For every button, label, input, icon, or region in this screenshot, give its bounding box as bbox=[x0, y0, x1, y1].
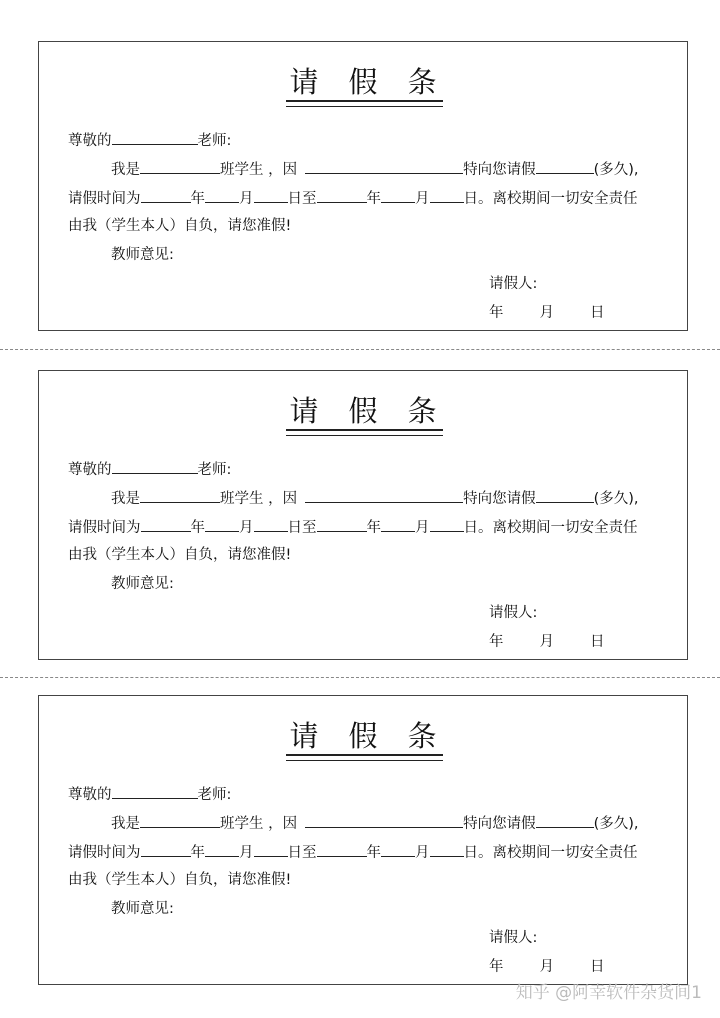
salutation-prefix: 尊敬的 bbox=[68, 462, 112, 478]
title-char: 假 bbox=[348, 394, 378, 428]
text-segment: 日。离校期间一切安全责任 bbox=[463, 845, 638, 861]
text-segment: (多久), bbox=[593, 816, 639, 832]
text-segment: 月 bbox=[239, 191, 254, 207]
salutation-line bbox=[68, 459, 231, 479]
text-segment: 月 bbox=[239, 520, 254, 536]
text-segment: 班学生 ，因 bbox=[220, 162, 298, 178]
start-year-blank[interactable] bbox=[141, 842, 191, 857]
leave-form-1 bbox=[38, 41, 688, 331]
leave-form-3 bbox=[38, 695, 688, 985]
start-year-blank[interactable] bbox=[141, 517, 191, 532]
start-month-blank[interactable] bbox=[205, 517, 239, 532]
text-segment: 班学生 ，因 bbox=[220, 816, 298, 832]
title-char: 条 bbox=[407, 394, 437, 428]
year-label: 年 bbox=[489, 305, 504, 321]
end-month-blank[interactable] bbox=[381, 842, 415, 857]
reason-blank[interactable] bbox=[305, 488, 463, 503]
text-segment: 我是 bbox=[111, 491, 140, 507]
responsibility-line: 由我（学生本人）自负，请您准假! bbox=[68, 872, 292, 888]
title-char: 假 bbox=[348, 719, 378, 753]
text-segment: 日至 bbox=[287, 845, 317, 861]
text-segment: 月 bbox=[415, 191, 430, 207]
title-char: 请 bbox=[289, 65, 319, 99]
salutation-line bbox=[68, 130, 231, 150]
text-segment: 日至 bbox=[287, 520, 317, 536]
start-year-blank[interactable] bbox=[141, 188, 191, 203]
text-segment: 年 bbox=[366, 191, 381, 207]
text-segment: 特向您请假 bbox=[463, 491, 536, 507]
form-title bbox=[39, 714, 687, 755]
date-line bbox=[489, 633, 605, 651]
watermark-text: 知乎 @阿幸软件杂货间1 bbox=[515, 983, 702, 1003]
start-day-blank[interactable] bbox=[254, 517, 288, 532]
text-segment: 班学生 ，因 bbox=[220, 491, 298, 507]
reason-blank[interactable] bbox=[305, 159, 463, 174]
leave-period-line bbox=[68, 517, 638, 537]
end-month-blank[interactable] bbox=[381, 188, 415, 203]
title-char: 条 bbox=[407, 65, 437, 99]
student-info-line bbox=[111, 159, 639, 179]
teacher-name-blank[interactable] bbox=[112, 784, 198, 799]
salutation-prefix: 尊敬的 bbox=[68, 787, 112, 803]
student-info-line bbox=[111, 813, 639, 833]
start-month-blank[interactable] bbox=[205, 842, 239, 857]
text-segment: 特向您请假 bbox=[463, 162, 536, 178]
text-segment: 我是 bbox=[111, 162, 140, 178]
title-double-underline bbox=[286, 754, 443, 761]
end-day-blank[interactable] bbox=[430, 842, 464, 857]
end-day-blank[interactable] bbox=[430, 517, 464, 532]
leave-period-line bbox=[68, 188, 638, 208]
text-segment: 月 bbox=[239, 845, 254, 861]
salutation-suffix: 老师: bbox=[197, 133, 232, 149]
title-char: 请 bbox=[289, 394, 319, 428]
salutation-suffix: 老师: bbox=[197, 462, 232, 478]
text-segment: (多久), bbox=[593, 491, 639, 507]
day-label: 日 bbox=[590, 959, 605, 975]
month-label: 月 bbox=[539, 959, 554, 975]
responsibility-line: 由我（学生本人）自负，请您准假! bbox=[68, 218, 292, 234]
text-segment: 日至 bbox=[287, 191, 317, 207]
date-line bbox=[489, 304, 605, 322]
month-label: 月 bbox=[539, 634, 554, 650]
title-char: 假 bbox=[348, 65, 378, 99]
salutation-suffix: 老师: bbox=[197, 787, 232, 803]
text-segment: 请假时间为 bbox=[68, 191, 141, 207]
end-month-blank[interactable] bbox=[381, 517, 415, 532]
day-label: 日 bbox=[590, 634, 605, 650]
class-blank[interactable] bbox=[140, 813, 220, 828]
date-line bbox=[489, 958, 605, 976]
text-segment: 日。离校期间一切安全责任 bbox=[463, 520, 638, 536]
leave-period-line bbox=[68, 842, 638, 862]
text-segment: 日。离校期间一切安全责任 bbox=[463, 191, 638, 207]
text-segment: 年 bbox=[190, 520, 205, 536]
responsibility-line: 由我（学生本人）自负，请您准假! bbox=[68, 547, 292, 563]
year-label: 年 bbox=[489, 959, 504, 975]
teacher-name-blank[interactable] bbox=[112, 130, 198, 145]
teacher-opinion-label: 教师意见: bbox=[111, 576, 174, 592]
salutation-line bbox=[68, 784, 231, 804]
end-day-blank[interactable] bbox=[430, 188, 464, 203]
leave-form-2 bbox=[38, 370, 688, 660]
day-label: 日 bbox=[590, 305, 605, 321]
start-day-blank[interactable] bbox=[254, 842, 288, 857]
duration-blank[interactable] bbox=[536, 159, 594, 174]
title-char: 请 bbox=[289, 719, 319, 753]
title-double-underline bbox=[286, 100, 443, 107]
title-double-underline bbox=[286, 429, 443, 436]
student-info-line bbox=[111, 488, 639, 508]
cut-line bbox=[0, 677, 720, 678]
text-segment: 特向您请假 bbox=[463, 816, 536, 832]
form-title bbox=[39, 60, 687, 101]
salutation-prefix: 尊敬的 bbox=[68, 133, 112, 149]
end-year-blank[interactable] bbox=[317, 188, 367, 203]
text-segment: (多久), bbox=[593, 162, 639, 178]
duration-blank[interactable] bbox=[536, 813, 594, 828]
start-month-blank[interactable] bbox=[205, 188, 239, 203]
title-char: 条 bbox=[407, 719, 437, 753]
applicant-label: 请假人: bbox=[489, 276, 538, 292]
text-segment: 年 bbox=[366, 845, 381, 861]
duration-blank[interactable] bbox=[536, 488, 594, 503]
month-label: 月 bbox=[539, 305, 554, 321]
end-year-blank[interactable] bbox=[317, 517, 367, 532]
class-blank[interactable] bbox=[140, 159, 220, 174]
text-segment: 请假时间为 bbox=[68, 520, 141, 536]
end-year-blank[interactable] bbox=[317, 842, 367, 857]
text-segment: 年 bbox=[190, 191, 205, 207]
text-segment: 请假时间为 bbox=[68, 845, 141, 861]
start-day-blank[interactable] bbox=[254, 188, 288, 203]
teacher-name-blank[interactable] bbox=[112, 459, 198, 474]
cut-line bbox=[0, 349, 720, 350]
reason-blank[interactable] bbox=[305, 813, 463, 828]
year-label: 年 bbox=[489, 634, 504, 650]
applicant-label: 请假人: bbox=[489, 930, 538, 946]
teacher-opinion-label: 教师意见: bbox=[111, 901, 174, 917]
form-title bbox=[39, 389, 687, 430]
text-segment: 年 bbox=[190, 845, 205, 861]
teacher-opinion-label: 教师意见: bbox=[111, 247, 174, 263]
text-segment: 我是 bbox=[111, 816, 140, 832]
text-segment: 年 bbox=[366, 520, 381, 536]
text-segment: 月 bbox=[415, 520, 430, 536]
class-blank[interactable] bbox=[140, 488, 220, 503]
applicant-label: 请假人: bbox=[489, 605, 538, 621]
text-segment: 月 bbox=[415, 845, 430, 861]
